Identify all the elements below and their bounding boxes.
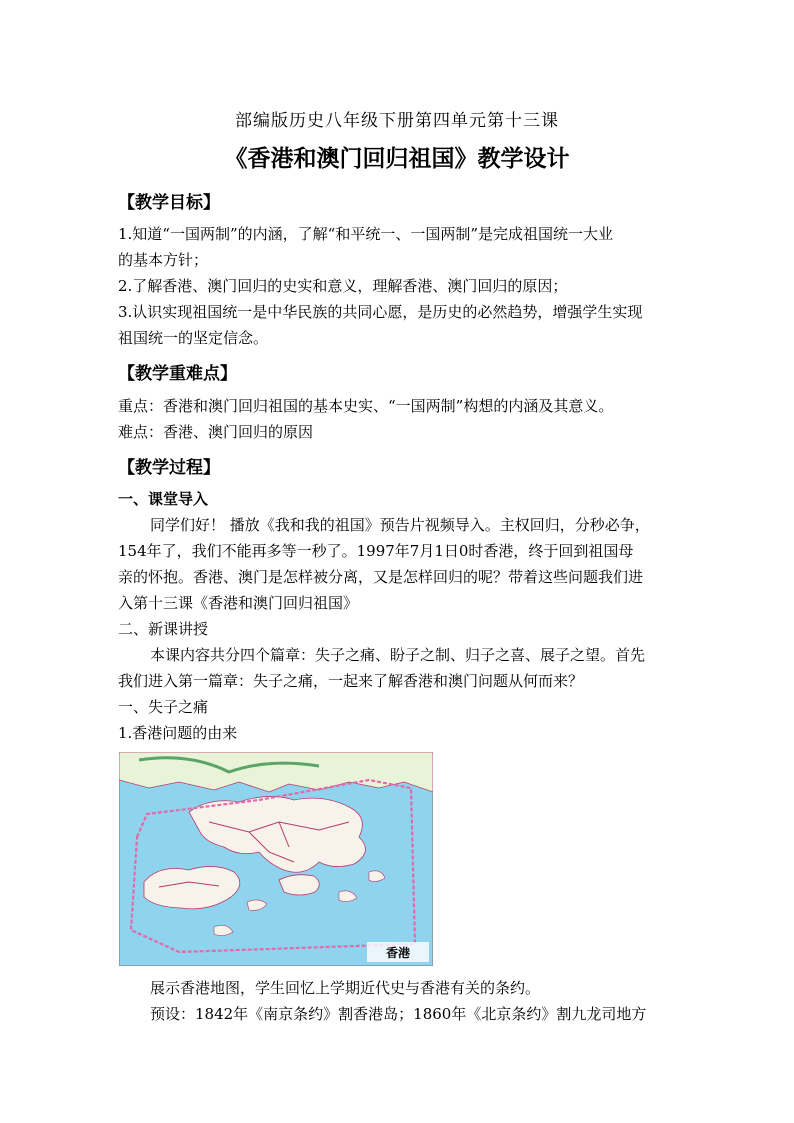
intro-line-4: 入第十三课《香港和澳门回归祖国》 — [118, 594, 359, 612]
goal-3-line-1: 3.认识实现祖国统一是中华民族的共同心愿，是历史的必然趋势，增强学生实现 — [118, 303, 643, 321]
document-title: 《香港和澳门回归祖国》教学设计 — [224, 146, 570, 172]
part-2-heading: 二、新课讲授 — [118, 620, 209, 638]
document-subtitle: 部编版历史八年级下册第四单元第十三课 — [235, 111, 559, 131]
map-label: 香港 — [385, 946, 411, 960]
goal-1-line-2: 的基本方针； — [118, 251, 209, 269]
part-1-heading: 一、课堂导入 — [118, 490, 209, 508]
goal-1-line-1: 1.知道“一国两制”的内涵，了解“和平统一、一国两制”是完成祖国统一大业 — [118, 225, 613, 243]
map-hk-island — [279, 875, 319, 895]
hong-kong-map — [119, 752, 433, 966]
section-heading-key-points: 【教学重难点】 — [118, 364, 237, 384]
sub-heading-hk-origin: 1.香港问题的由来 — [118, 724, 238, 742]
difficulty: 难点：香港、澳门回归的原因 — [118, 423, 314, 441]
goal-2: 2.了解香港、澳门回归的史实和意义，理解香港、澳门回归的原因； — [118, 277, 568, 295]
intro-line-2: 154年了，我们不能再多等一秒了。1997年7月1日0时香港，终于回到祖国母 — [118, 542, 634, 560]
chapter-1-heading: 一、失子之痛 — [118, 698, 209, 716]
lesson-line-1: 本课内容共分四个篇章：失子之痛、盼子之制、归子之喜、展子之望。首先 — [150, 646, 646, 664]
section-heading-process: 【教学过程】 — [118, 458, 220, 478]
goal-3-line-2: 祖国统一的坚定信念。 — [118, 329, 269, 347]
intro-line-3: 亲的怀抱。香港、澳门是怎样被分离，又是怎样回归的呢？带着这些问题我们进 — [118, 568, 644, 586]
intro-line-1: 同学们好！ 播放《我和我的祖国》预告片视频导入。主权回归，分秒必争， — [150, 516, 650, 534]
after-map-line-1: 展示香港地图，学生回忆上学期近代史与香港有关的条约。 — [150, 979, 541, 997]
lesson-line-2: 我们进入第一篇章：失子之痛，一起来了解香港和澳门问题从何而来？ — [118, 672, 584, 690]
section-heading-goals: 【教学目标】 — [118, 193, 220, 213]
after-map-line-2: 预设：1842年《南京条约》割香港岛；1860年《北京条约》割九龙司地方 — [150, 1005, 647, 1023]
key-point: 重点：香港和澳门回归祖国的基本史实、“一国两制”构想的内涵及其意义。 — [118, 397, 614, 415]
